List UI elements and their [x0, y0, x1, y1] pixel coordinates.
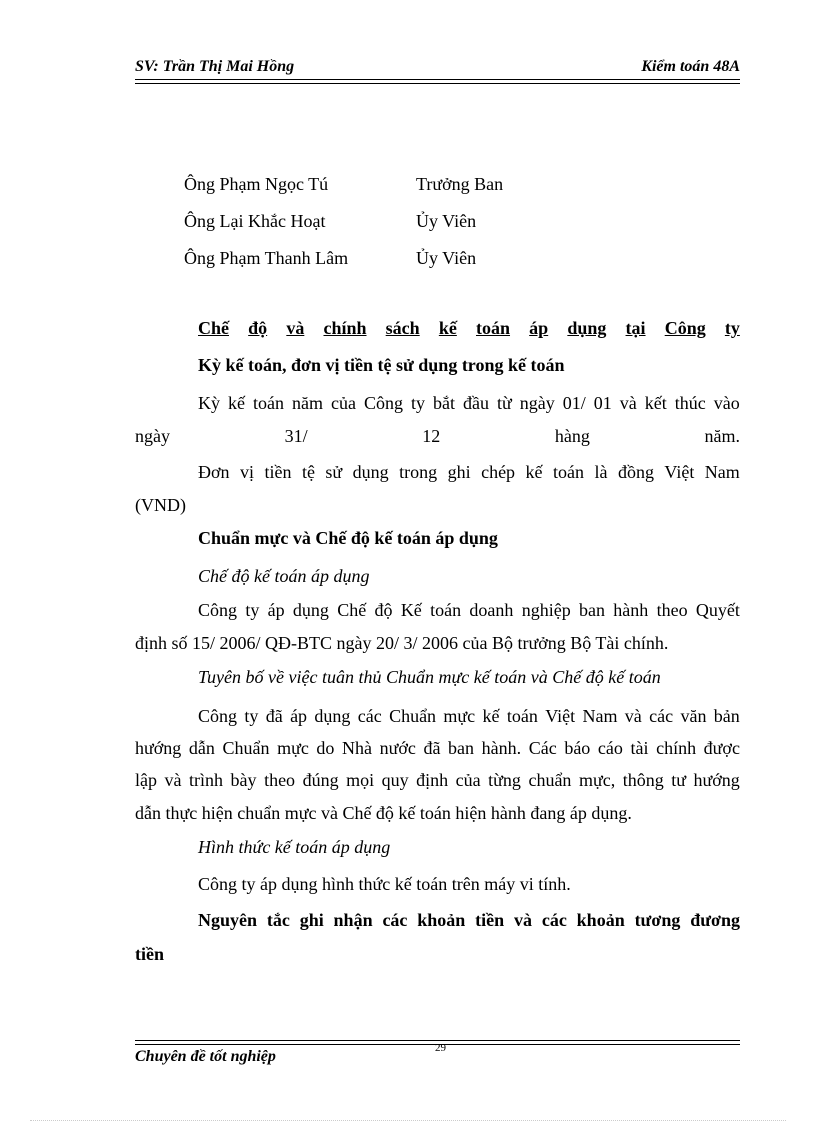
word: Quyết — [695, 600, 740, 620]
word: hướng — [693, 770, 740, 790]
word: và — [286, 318, 305, 338]
word: kế — [228, 393, 245, 413]
word: tương — [634, 910, 681, 930]
paragraph-line — [135, 737, 740, 759]
word: Nhà — [342, 738, 372, 758]
word: theo — [656, 600, 688, 620]
word: Công — [664, 318, 706, 338]
word: đúng — [302, 770, 339, 790]
word: áp — [290, 706, 308, 726]
word: trình — [189, 770, 224, 790]
page-edge-divider — [30, 1120, 786, 1121]
subheading-regime: Chế độ kế toán áp dụng — [198, 566, 370, 586]
word: toán — [430, 600, 462, 620]
word: toán — [553, 462, 584, 482]
word: 12 — [422, 426, 441, 446]
word: của — [331, 393, 356, 413]
word: tư — [671, 770, 687, 790]
word: được — [703, 738, 740, 758]
word: các — [357, 706, 382, 726]
word: ngày — [135, 426, 170, 446]
paragraph-line: định số 15/ 2006/ QĐ-BTC ngày 20/ 3/ 2006 của Bộ trưởng Bộ Tài chính. — [135, 633, 669, 653]
word: và — [514, 910, 532, 930]
word: ty — [724, 318, 740, 338]
word: đầu — [463, 393, 490, 413]
word: chép — [481, 462, 516, 482]
header-rule-thin — [135, 83, 740, 84]
word: Kế — [400, 600, 422, 620]
paragraph-line — [135, 461, 740, 483]
page-number: 29 — [435, 1042, 446, 1054]
page-footer — [135, 1040, 740, 1070]
word: khoản — [417, 910, 466, 930]
word: hành — [613, 600, 649, 620]
word: tệ — [301, 462, 315, 482]
word: kế — [525, 462, 543, 482]
word: là — [594, 462, 608, 482]
word: các — [649, 706, 674, 726]
word: 31/ — [284, 426, 308, 446]
word: chính — [323, 318, 367, 338]
word: và — [164, 770, 182, 790]
word: mực — [277, 738, 309, 758]
word: từng — [488, 770, 521, 790]
word: đã — [423, 738, 441, 758]
word: sử — [325, 462, 343, 482]
word: chính — [656, 738, 697, 758]
word: quy — [381, 770, 409, 790]
word: dụng — [567, 318, 607, 338]
word: Kỳ — [198, 393, 220, 413]
word: báo — [564, 738, 591, 758]
word: Nguyên — [198, 910, 258, 930]
word: 01 — [593, 393, 612, 413]
word: dẫn — [188, 738, 215, 758]
word: ghi — [299, 910, 324, 930]
word: nước — [379, 738, 416, 758]
word: tắc — [266, 910, 290, 930]
word: mực, — [578, 770, 616, 790]
word: tiền — [264, 462, 292, 482]
word: Nam — [704, 462, 740, 482]
member-name: Ông Lại Khắc Hoạt — [184, 211, 326, 231]
word: kế — [438, 318, 457, 338]
heading-accounting-period: Kỳ kế toán, đơn vị tiền tệ sử dụng trong kế toán — [198, 355, 565, 375]
paragraph-line — [135, 599, 740, 621]
word: Chuẩn — [389, 706, 437, 726]
word: Chuẩn — [222, 738, 270, 758]
word: ty — [411, 393, 426, 413]
member-name: Ông Phạm Thanh Lâm — [184, 248, 349, 268]
member-role: Ủy Viên — [416, 248, 477, 268]
word: các — [382, 910, 408, 930]
word: Đơn — [198, 462, 230, 482]
word: toán — [476, 318, 511, 338]
header-rule — [135, 79, 740, 80]
word: năm. — [704, 426, 740, 446]
word: bắt — [433, 393, 456, 413]
paragraph-line — [135, 705, 740, 727]
board-list — [184, 170, 584, 281]
word: hướng — [135, 738, 182, 758]
word: kế — [482, 706, 500, 726]
member-role: Trưởng Ban — [416, 174, 504, 194]
word: và — [619, 393, 637, 413]
member-role: Ủy Viên — [416, 211, 477, 231]
word: văn — [680, 706, 707, 726]
word: đương — [690, 910, 740, 930]
word: cáo — [597, 738, 623, 758]
word: Các — [528, 738, 557, 758]
paragraph-line: (VND) — [135, 495, 186, 515]
word: dụng — [352, 462, 389, 482]
heading-standards: Chuẩn mực và Chế độ kế toán áp dụng — [198, 528, 498, 548]
word: Chế — [198, 318, 229, 338]
paragraph-line — [135, 769, 740, 791]
word: tài — [630, 738, 649, 758]
word: từ — [497, 393, 512, 413]
word: đồng — [617, 462, 654, 482]
word: toán — [506, 706, 538, 726]
word: Công — [198, 706, 238, 726]
word: hành. — [481, 738, 522, 758]
word: Nam — [582, 706, 618, 726]
word: nhận — [333, 910, 373, 930]
word: tại — [625, 318, 646, 338]
word: khoản — [576, 910, 625, 930]
word: do — [316, 738, 335, 758]
word: theo — [264, 770, 296, 790]
word: và — [624, 706, 642, 726]
header-class: Kiểm toán 48A — [641, 58, 740, 75]
word: ban — [579, 600, 605, 620]
word: dụng — [314, 706, 351, 726]
board-member — [184, 170, 584, 207]
heading-cash-line — [135, 909, 740, 931]
word: Chế — [337, 600, 367, 620]
word: thông — [622, 770, 664, 790]
word: Công — [198, 600, 238, 620]
page-header — [135, 55, 740, 85]
member-name: Ông Phạm Ngọc Tú — [184, 174, 329, 194]
section-title — [135, 317, 740, 339]
heading-cash-line: tiền — [135, 944, 164, 964]
word: tiền — [475, 910, 505, 930]
word: ghi — [447, 462, 471, 482]
word: toán — [253, 393, 284, 413]
word: lập — [135, 770, 157, 790]
word: Việt — [545, 706, 576, 726]
word: nghiệp — [521, 600, 571, 620]
word: 01/ — [562, 393, 586, 413]
word: áp — [529, 318, 549, 338]
word: Việt — [664, 462, 695, 482]
word: vào — [713, 393, 740, 413]
word: mực — [443, 706, 476, 726]
word: áp — [267, 600, 285, 620]
subheading-compliance: Tuyên bố về việc tuân thủ Chuẩn mực kế toán và Chế độ kế toán — [198, 667, 661, 687]
board-member — [184, 244, 584, 281]
footer-rule-thin — [135, 1040, 740, 1041]
paragraph-line — [135, 425, 740, 447]
word: thúc — [674, 393, 706, 413]
board-member — [184, 207, 584, 244]
paragraph-line: dẫn thực hiện chuẩn mực và Chế độ kế toán hiện hành đang áp dụng. — [135, 803, 632, 823]
word: ty — [245, 600, 260, 620]
header-student: SV: Trần Thị Mai Hồng — [135, 58, 295, 75]
word: chuẩn — [528, 770, 572, 790]
word: độ — [248, 318, 268, 338]
word: trong — [399, 462, 438, 482]
word: dụng — [292, 600, 329, 620]
word: ty — [244, 706, 259, 726]
word: kết — [644, 393, 667, 413]
subheading-form: Hình thức kế toán áp dụng — [198, 837, 391, 857]
word: mọi — [346, 770, 375, 790]
paragraph-line: Công ty áp dụng hình thức kế toán trên máy vi tính. — [198, 874, 571, 894]
word: sách — [385, 318, 420, 338]
word: Công — [363, 393, 403, 413]
word: bản — [713, 706, 740, 726]
footer-title: Chuyên đề tốt nghiệp — [135, 1048, 276, 1065]
word: năm — [292, 393, 323, 413]
word: đã — [265, 706, 283, 726]
word: định — [416, 770, 449, 790]
word: ngày — [519, 393, 555, 413]
word: ban — [448, 738, 475, 758]
word: của — [455, 770, 481, 790]
word: các — [541, 910, 567, 930]
paragraph-line — [135, 392, 740, 414]
word: hàng — [554, 426, 590, 446]
word: độ — [374, 600, 393, 620]
word: doanh — [469, 600, 514, 620]
word: vị — [240, 462, 255, 482]
word: bày — [230, 770, 257, 790]
